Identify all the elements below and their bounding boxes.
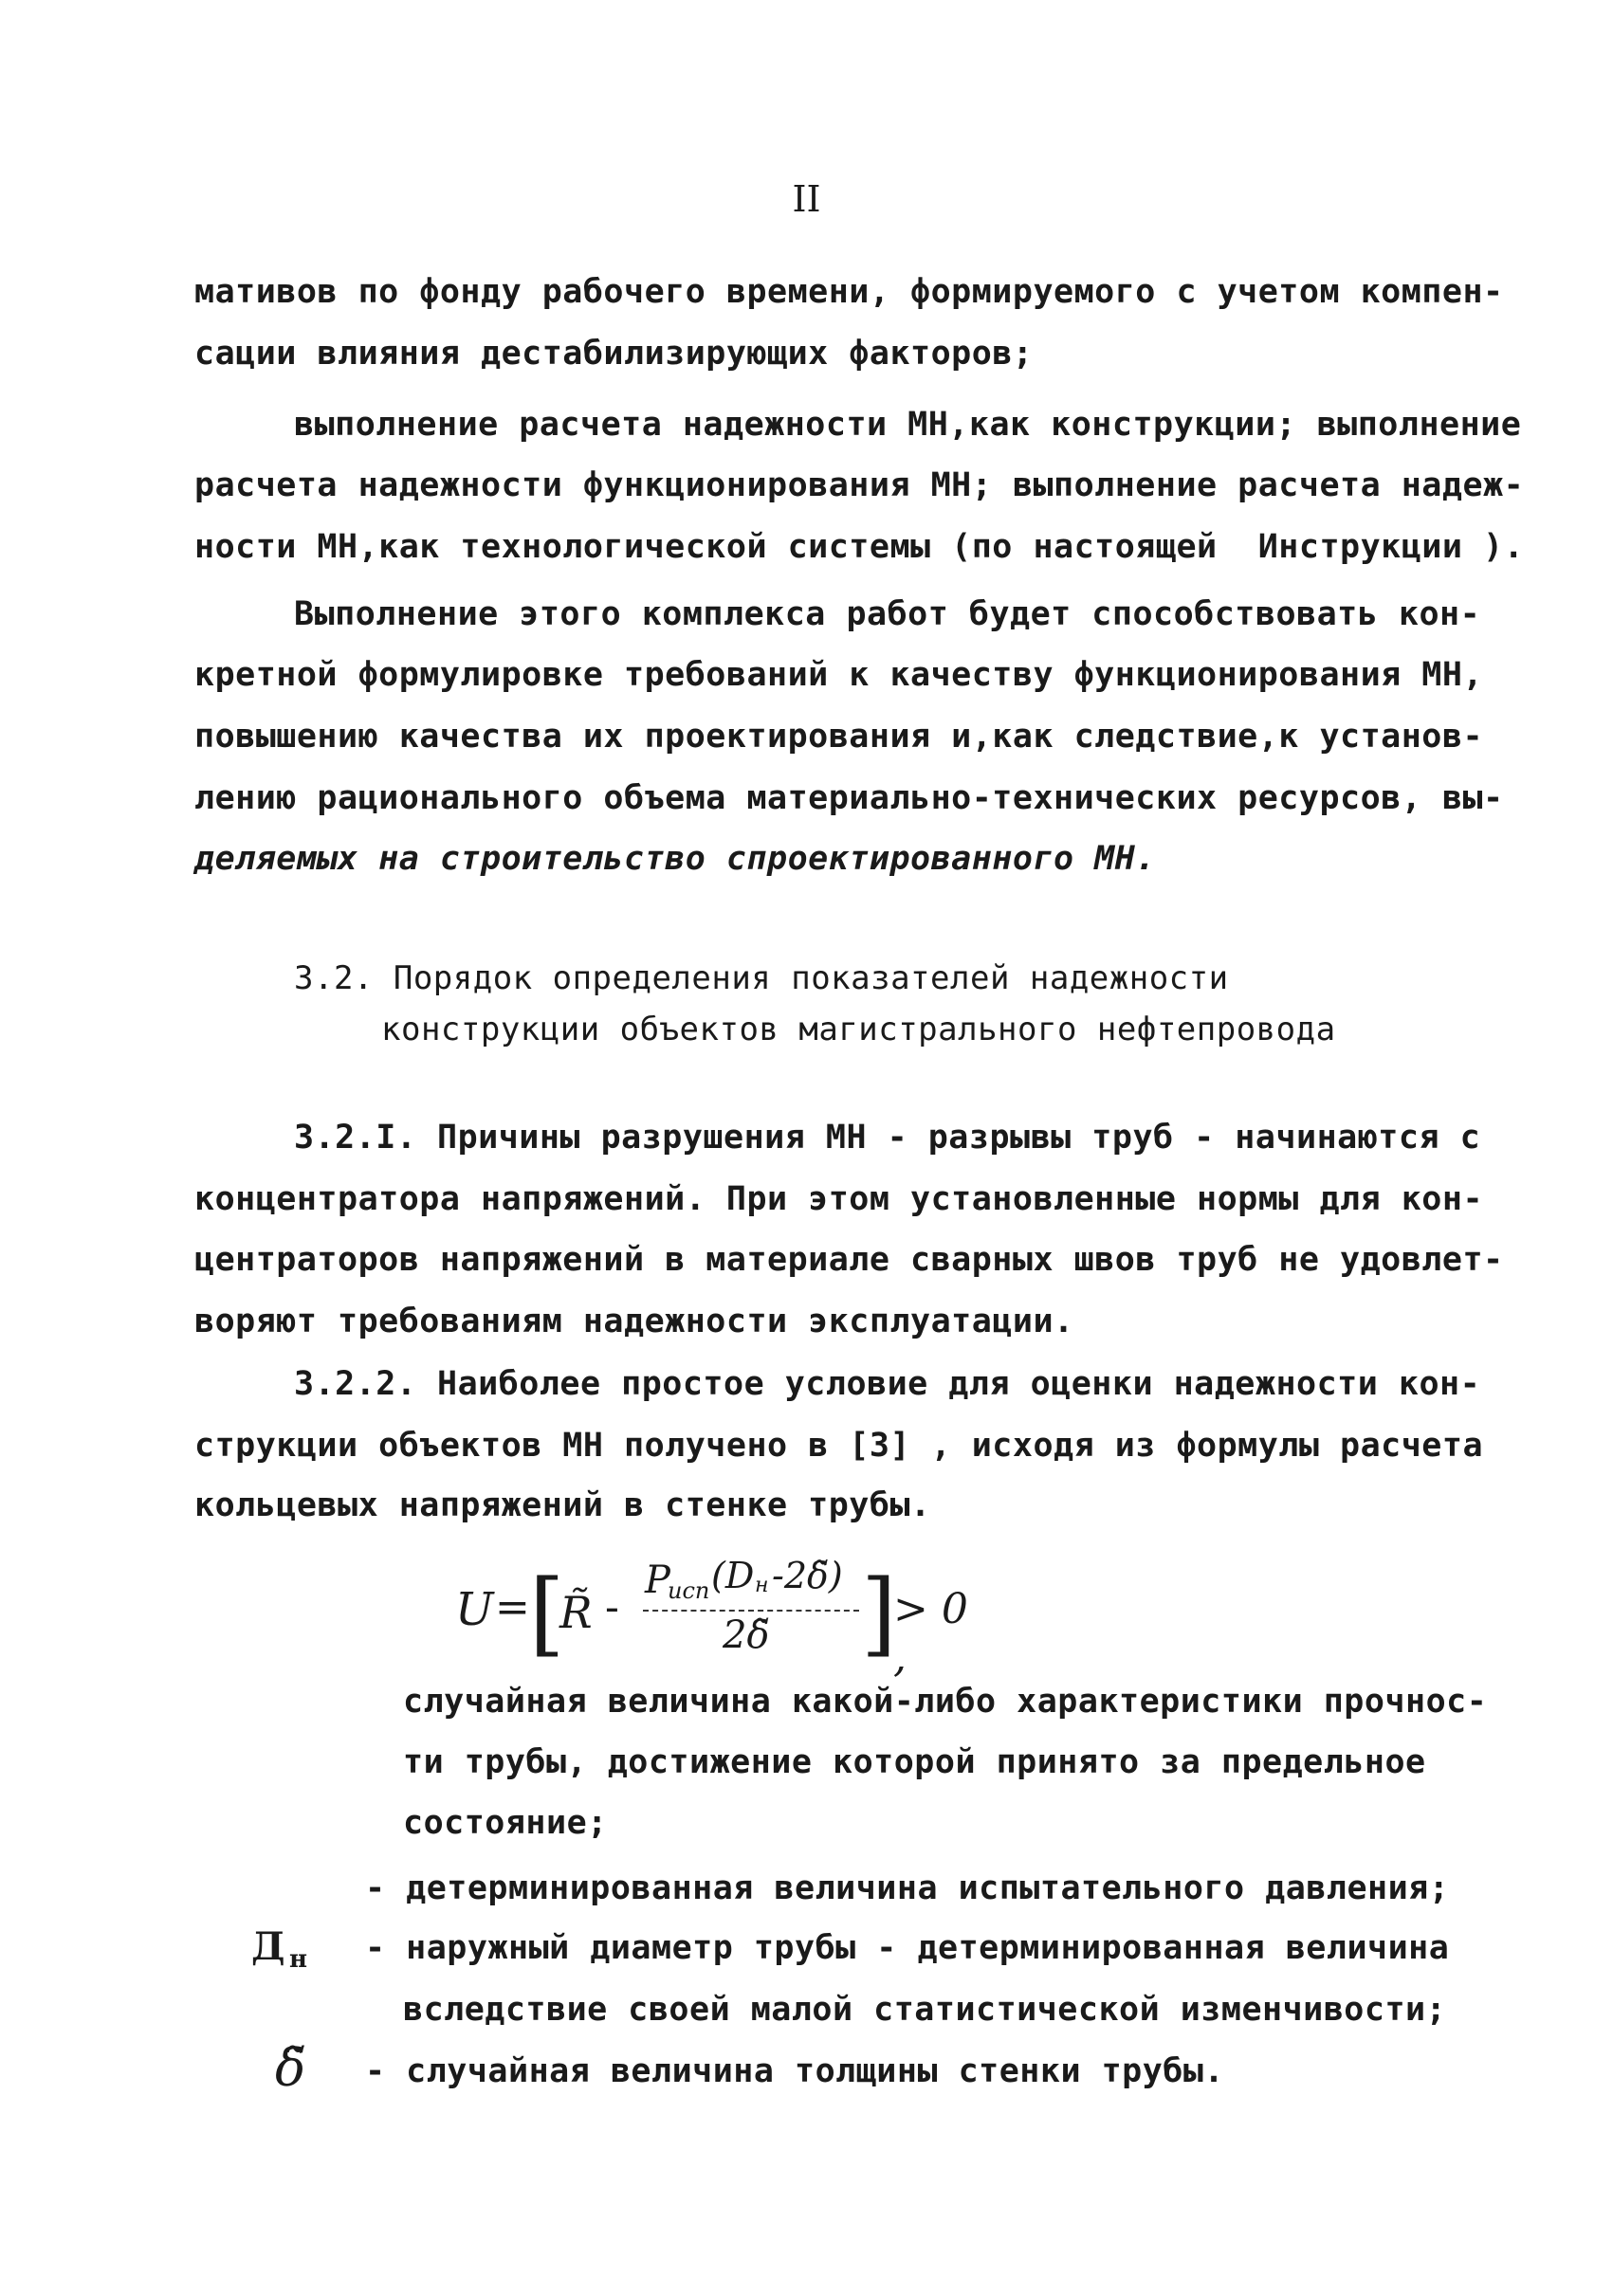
paragraph-line: мативов по фонду рабочего времени, формируемого с учетом компен- [194,273,1504,311]
definition-line: - случайная величина толщины стенки трубы. [365,2052,1225,2090]
item-line: центраторов напряжений в материале сварных швов труб не удовлет- [194,1241,1504,1279]
definition-line: ти трубы, достижение которой принято за предельное [403,1743,1426,1781]
page-number: II [792,178,821,220]
formula-denominator: 2δ̃ [723,1613,770,1657]
item-line: струкции объектов МН получено в [3] , исходя из формулы расчета [194,1427,1484,1465]
formula-lhs: U [455,1583,494,1636]
reliability-formula [455,1555,986,1682]
definition-line: - наружный диаметр трубы - детерминированная величина [365,1929,1450,1967]
formula-d: (D [711,1555,755,1596]
fraction-bar [643,1610,859,1612]
definition-line: состояние; [403,1804,608,1842]
formula-p: P [645,1558,670,1602]
paragraph-line: сации влияния дестабилизирующих факторов; [194,335,1034,373]
definition-symbol-sub: н [289,1945,308,1974]
formula-bracket-left: [ [529,1560,565,1667]
item-line: 3.2.I. Причины разрушения МН - разрывы труб - начинаются с [294,1119,1481,1157]
formula-rhs: > 0 , [893,1585,968,1682]
paragraph-line: повышению качества их проектирования и,как следствие,к установ- [194,718,1484,756]
paragraph-line: ности МН,как технологической системы (по настоящей Инструкции ). [194,528,1525,566]
formula-eq: = [495,1583,530,1631]
paragraph-line: выполнение расчета надежности МН,как конструкции; выполнение [294,406,1522,444]
paragraph-line: Выполнение этого комплекса работ будет способствовать кон- [294,595,1481,633]
formula-p-sub: исп [668,1577,710,1604]
formula-bracket-right: ] [861,1560,897,1667]
formula-d-sub: н [755,1574,769,1597]
item-line: кольцевых напряжений в стенке трубы. [194,1486,931,1524]
item-line: воряют требованиям надежности эксплуатации. [194,1303,1074,1340]
definition-line: вследствие своей малой статистической изменчивости; [403,1991,1447,2029]
paragraph-line: лению рационального объема материально-технических ресурсов, вы- [194,779,1504,817]
formula-r: R̃ [559,1587,593,1638]
item-line: концентратора напряжений. При этом установленные нормы для кон- [194,1180,1484,1218]
definition-line: - детерминированная величина испытательного давления; [365,1869,1450,1907]
definition-symbol: Д [251,1924,285,1969]
formula-d-rest: -2δ̃) [772,1555,843,1596]
definition-line: случайная величина какой-либо характеристики прочнос- [403,1683,1488,1721]
paragraph-line: расчета надежности функционирования МН; выполнение расчета надеж- [194,466,1525,504]
item-line: 3.2.2. Наиболее простое условие для оценки надежности кон- [294,1365,1481,1403]
formula-minus: - [605,1583,619,1631]
section-heading: конструкции объектов магистрального нефтепровода [381,1011,1336,1048]
paragraph-line: кретной формулировке требований к качеству функционирования МН, [194,656,1484,694]
definition-symbol: δ̃ [275,2038,306,2098]
section-heading: 3.2. Порядок определения показателей надежности [294,959,1229,997]
paragraph-line: деляемых на строительство спроектированного МН. [194,840,1156,878]
